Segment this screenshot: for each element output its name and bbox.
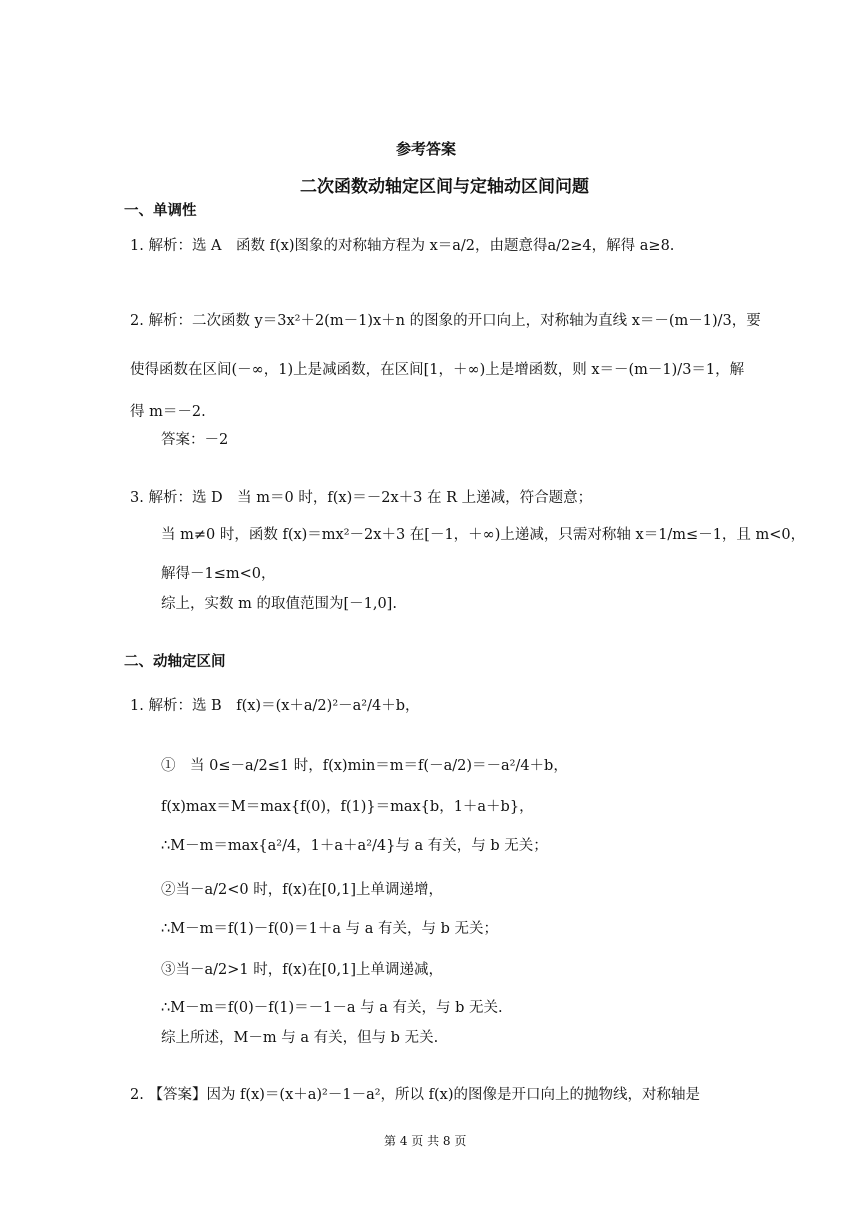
section-heading-moving-axis: 二、动轴定区间 xyxy=(124,654,226,670)
answer-line: ③当－a/2>1 时，f(x)在[0,1]上单调递减， xyxy=(161,962,443,978)
answer-line: 2. 解析：二次函数 y＝3x²＋2(m－1)x＋n 的图象的开口向上，对称轴为直线 x＝－(m－1)/3，要 xyxy=(130,313,761,329)
answer-line: 3. 解析：选 D 当 m＝0 时，f(x)＝－2x＋3 在 R 上递减，符合题意； xyxy=(130,490,593,506)
answer-line: 综上所述，M－m 与 a 有关，但与 b 无关. xyxy=(161,1030,439,1046)
answers-title: 参考答案 xyxy=(396,140,457,158)
answer-line: 使得函数在区间(－∞，1)上是减函数，在区间[1，＋∞)上是增函数，则 x＝－(m－1)/3＝1，解 xyxy=(130,362,745,378)
answer-line: f(x)max＝M＝max{f(0)，f(1)}＝max{b，1＋a＋b}， xyxy=(161,799,534,815)
section-heading-monotonicity: 一、单调性 xyxy=(124,203,197,219)
answer-line: 当 m≠0 时，函数 f(x)＝mx²－2x＋3 在[－1，＋∞)上递减，只需对称轴 x＝1/m≤－1，且 m<0， xyxy=(161,527,806,543)
answer-line: 1. 解析：选 B f(x)＝(x＋a/2)²－a²/4＋b， xyxy=(130,698,420,714)
answer-line: ① 当 0≤－a/2≤1 时，f(x)min＝m＝f(－a/2)＝－a²/4＋b， xyxy=(161,758,568,774)
answer-line: 解得－1≤m<0， xyxy=(161,566,276,582)
answer-line: ∴M－m＝f(1)－f(0)＝1＋a 与 a 有关，与 b 无关； xyxy=(161,921,498,937)
answer-line: 2. 【答案】因为 f(x)＝(x＋a)²－1－a²，所以 f(x)的图像是开口向上的抛物线，对称轴是 xyxy=(130,1087,701,1103)
answer-line: 得 m＝－2. xyxy=(130,404,206,420)
answer-line: ∴M－m＝max{a²/4，1＋a＋a²/4}与 a 有关，与 b 无关； xyxy=(161,838,548,854)
doc-title: 二次函数动轴定区间与定轴动区间问题 xyxy=(300,177,589,197)
answer-line: ②当－a/2<0 时，f(x)在[0,1]上单调递增， xyxy=(161,882,443,898)
page-footer: 第 4 页 共 8 页 xyxy=(384,1134,467,1148)
answer-line: 综上，实数 m 的取值范围为[－1,0]. xyxy=(161,596,397,612)
answer-line: 1. 解析：选 A 函数 f(x)图象的对称轴方程为 x＝a/2，由题意得a/2≥4，解得 a≥8. xyxy=(130,238,675,254)
answer-line: 答案：－2 xyxy=(161,432,229,448)
answer-line: ∴M－m＝f(0)－f(1)＝－1－a 与 a 有关，与 b 无关. xyxy=(161,1000,503,1016)
